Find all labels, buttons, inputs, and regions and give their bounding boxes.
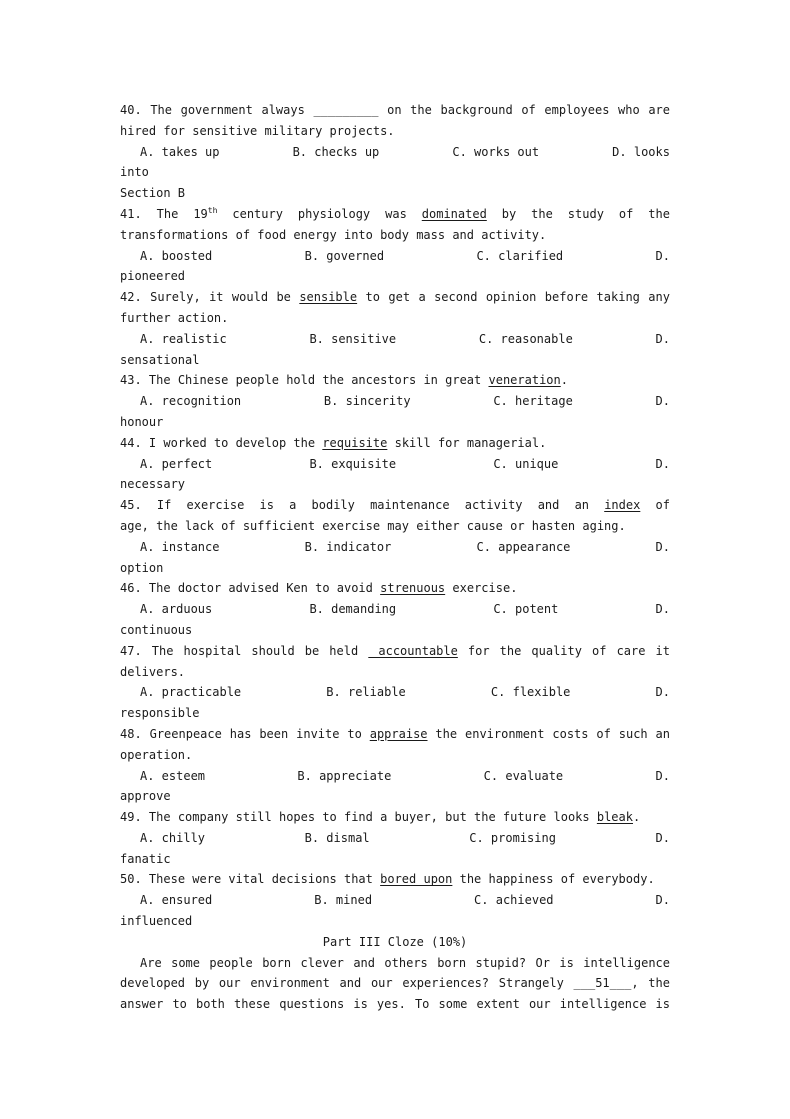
option-b: B. sincerity [323, 394, 411, 409]
cloze-paragraph-line1: Are some people born clever and others born stupid? Or is intelligence [140, 955, 670, 970]
question-50-options [120, 890, 670, 911]
option-a: A. recognition [140, 394, 242, 409]
option-wrap: honour [120, 414, 164, 429]
option-c: C. promising [469, 830, 556, 845]
target-word: index [604, 498, 641, 513]
option-a: A. realistic [140, 331, 227, 346]
target-word: veneration [488, 373, 561, 388]
option-c: C. unique [493, 456, 559, 471]
option-c: C. potent [493, 602, 559, 617]
option-a: A. esteem [140, 768, 206, 783]
question-44: 44. I worked to develop the requisite skill for managerial. [120, 435, 547, 450]
option-d: D. [655, 830, 670, 845]
question-48-options [120, 766, 670, 787]
question-48-line2: operation. [120, 747, 193, 762]
question-42-line2: further action. [120, 310, 229, 325]
target-word: requisite [322, 435, 388, 450]
target-word: accountable [368, 643, 458, 658]
option-c: C. evaluate [483, 768, 564, 783]
option-c: C. flexible [490, 685, 571, 700]
question-43: 43. The Chinese people hold the ancestors in great veneration. [120, 373, 568, 388]
question-46-options [120, 599, 670, 620]
target-word: appraise [369, 726, 428, 741]
option-wrap: influenced [120, 914, 193, 929]
option-d: D. looks [612, 144, 670, 159]
option-d: D. [655, 685, 670, 700]
option-c: C. heritage [493, 394, 573, 409]
target-word: sensible [299, 290, 358, 305]
option-wrap: responsible [120, 706, 200, 721]
target-word: dominated [421, 206, 487, 221]
option-b: B. reliable [326, 685, 406, 700]
question-45: 45. If exercise is a bodily maintenance activity and an index of [120, 498, 670, 513]
question-47-line2: delivers. [120, 664, 186, 679]
question-46: 46. The doctor advised Ken to avoid strenuous exercise. [120, 581, 518, 596]
option-b: B. sensitive [309, 331, 397, 346]
target-word: bored upon [380, 872, 453, 887]
question-48: 48. Greenpeace has been invite to appraise the environment costs of such an [120, 726, 670, 741]
option-wrap: sensational [120, 352, 200, 367]
option-wrap: into [120, 165, 149, 180]
option-d: D. [655, 331, 670, 346]
section-heading: Section B [120, 186, 186, 201]
question-47-options [120, 682, 670, 703]
question-45-options [120, 537, 670, 558]
option-b: B. mined [314, 893, 373, 908]
question-42-options [120, 329, 670, 350]
option-a: A. instance [140, 539, 220, 554]
option-d: D. [655, 456, 670, 471]
option-b: B. checks up [292, 144, 380, 159]
question-43-options [120, 391, 670, 412]
option-b: B. exquisite [309, 456, 397, 471]
option-a: A. boosted [140, 248, 213, 263]
option-a: A. perfect [140, 456, 213, 471]
option-d: D. [655, 768, 670, 783]
option-b: B. demanding [309, 602, 397, 617]
target-word: strenuous [380, 581, 446, 596]
option-c: C. achieved [474, 893, 554, 908]
option-wrap: fanatic [120, 851, 171, 866]
question-45-line2: age, the lack of sufficient exercise may either cause or hasten aging. [120, 518, 626, 533]
option-b: B. indicator [304, 539, 392, 554]
option-c: C. appearance [476, 539, 571, 554]
option-wrap: pioneered [120, 269, 186, 284]
question-41-options [120, 246, 670, 267]
exam-page [120, 100, 670, 1015]
cloze-paragraph-line2: developed by our environment and our experiences? Strangely ___51___, the [120, 976, 670, 991]
question-40-line2: hired for sensitive military projects. [120, 123, 395, 138]
option-c: C. works out [452, 144, 540, 159]
question-49-options [120, 828, 670, 849]
question-40: 40. The government always _________ on the background of employees who are [120, 103, 670, 117]
question-40-options [120, 142, 670, 163]
option-wrap: necessary [120, 477, 186, 492]
question-41-line2: transformations of food energy into body mass and activity. [120, 227, 547, 242]
cloze-blank: ___51___, [573, 976, 639, 991]
option-a: A. ensured [140, 893, 213, 908]
question-41: 41. The 19th century physiology was dominated by the study of the [120, 205, 670, 221]
option-b: B. dismal [304, 830, 370, 845]
option-d: D. [655, 893, 670, 908]
option-d: D. [655, 602, 670, 617]
option-c: C. clarified [476, 248, 564, 263]
question-50: 50. These were vital decisions that bored upon the happiness of everybody. [120, 872, 655, 887]
option-wrap: continuous [120, 622, 193, 637]
option-d: D. [655, 394, 670, 409]
question-42: 42. Surely, it would be sensible to get a second opinion before taking any [120, 290, 670, 305]
cloze-paragraph-line3: answer to both these questions is yes. To some extent our intelligence is [120, 997, 670, 1012]
option-b: B. governed [304, 248, 385, 263]
option-wrap: approve [120, 789, 171, 804]
option-a: A. chilly [140, 830, 206, 845]
part-heading: Part III Cloze (10%) [322, 934, 468, 949]
question-47: 47. The hospital should be held accountable for the quality of care it [120, 643, 670, 658]
option-d: D. [655, 539, 670, 554]
option-a: A. takes up [140, 144, 220, 159]
answer-blank: _________ [313, 103, 379, 117]
target-word: bleak [596, 810, 633, 825]
option-wrap: option [120, 560, 164, 575]
option-a: A. practicable [140, 685, 242, 700]
question-49: 49. The company still hopes to find a buyer, but the future looks bleak. [120, 810, 641, 825]
question-44-options [120, 454, 670, 475]
option-c: C. reasonable [478, 331, 573, 346]
option-b: B. appreciate [297, 768, 392, 783]
option-d: D. [655, 248, 670, 263]
option-a: A. arduous [140, 602, 213, 617]
